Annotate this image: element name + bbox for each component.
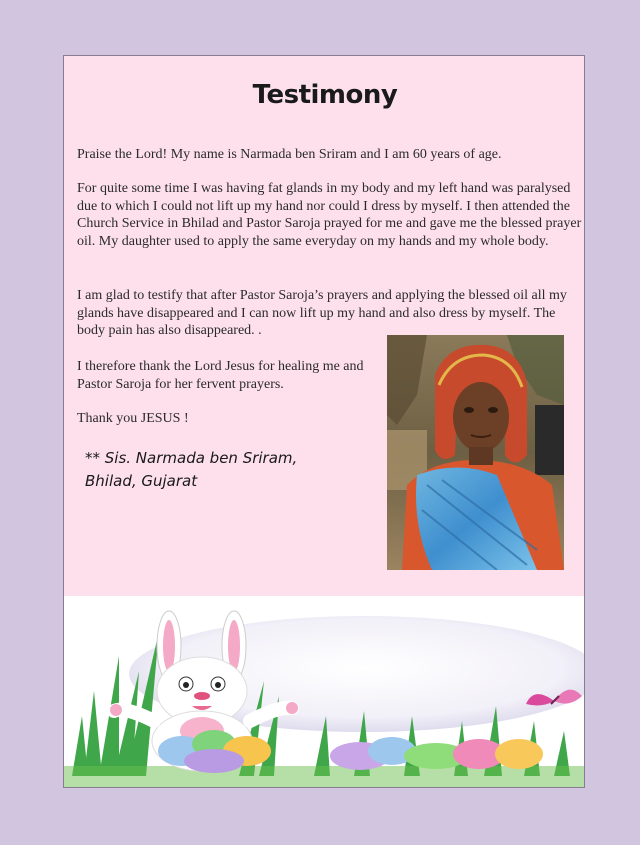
page-title: Testimony: [252, 80, 398, 110]
paragraph-illness: For quite some time I was having fat glands in my body and my left hand was paralysed due to which I could not lift up my hand nor could I dress by myself. I then attended the Church Service in Bhilad and Pastor Saroja prayed for me and gave me the blessed prayer oil. My daughter used to apply the same everyday on my hands and my whole body.: [77, 181, 582, 249]
paragraph-healing: I am glad to testify that after Pastor Saroja’s prayers and applying the blessed oil all my glands have disappeared and I can now lift up my hand and also dress by myself. The body pain has also disappeared. .: [77, 288, 567, 338]
testimony-page: [63, 55, 585, 788]
easter-footer-illustration: [64, 596, 585, 788]
paragraph-closing: Thank you JESUS !: [77, 411, 189, 426]
signature: [85, 447, 297, 493]
signature-name: ** Sis. Narmada ben Sriram,: [85, 449, 298, 467]
paragraph-thanks: I therefore thank the Lord Jesus for healing me and Pastor Saroja for her fervent prayers.: [77, 359, 364, 392]
paragraph-intro: Praise the Lord! My name is Narmada ben Sriram and I am 60 years of age.: [77, 147, 502, 162]
signature-place: Bhilad, Gujarat: [85, 472, 198, 490]
portrait-photo: [387, 335, 564, 570]
